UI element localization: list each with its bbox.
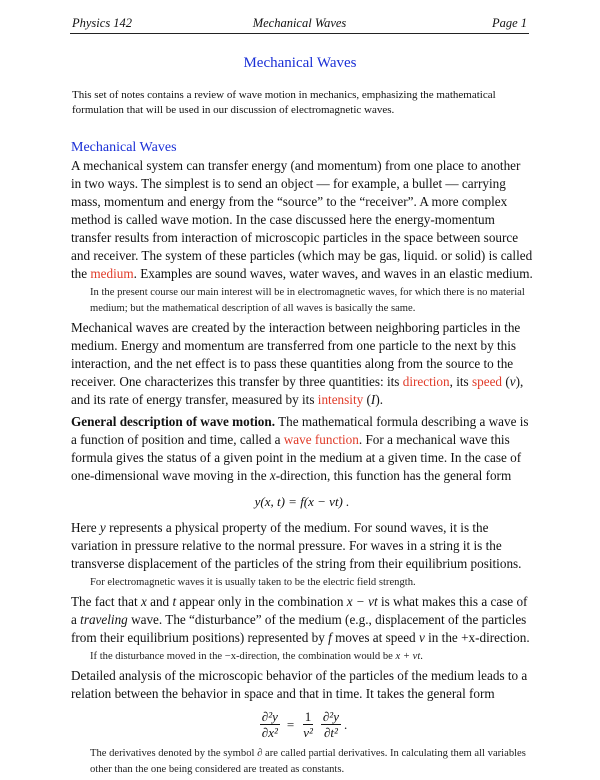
note-electric-field: For electromagnetic waves it is usually taken to be the electric field strength. bbox=[90, 577, 416, 588]
equation-wave-function: y(x, t) = f(x − vt) . bbox=[254, 494, 350, 509]
note-electromagnetic: In the present course our main interest will be in electromagnetic waves, for which there is no material medium; but the mathematical description of all waves is basically the same. bbox=[90, 287, 525, 314]
running-header bbox=[70, 13, 529, 34]
fraction-lhs: $\frac{\text{∂²y}}{\text{∂x²}}$ bbox=[261, 709, 278, 740]
paragraph-general-description: General description of wave motion. The mathematical formula describing a wave is a function of position and time, called a wave function. For a mechanical wave this formula gives the status of a given point in the medium at a given time. In the case of one-dimensional wave moving in the x-direction, this function has the general form bbox=[71, 414, 529, 483]
term-speed: speed bbox=[471, 374, 503, 389]
run-in-heading: General description of wave motion. bbox=[71, 414, 276, 429]
header-topic: Mechanical Waves bbox=[252, 16, 347, 30]
section-heading: Mechanical Waves bbox=[71, 140, 177, 155]
paragraph-transfer: Mechanical waves are created by the interaction between neighboring particles in the medium. Energy and momentum are transferred from one particle to the next by this interaction, and the net effect is to pass these quantities along from the source to the receiver. One characterizes this transfer by three quantities: its direction, its speed (v), and its rate of energy transfer, measured by its intensity (I). bbox=[71, 320, 524, 407]
paragraph-wave-intro: A mechanical system can transfer energy (and momentum) from one place to another in two ways. The simplest is to send an object — for example, a bullet — carrying mass, momentum and energy from the “source” to the “receiver”. A more complex method is called wave motion. In the case discussed here the energy-momentum transfer results from interaction of microscopic particles in the space between source and receiver. The system of these particles (which may be gas, liquid. or solid) is called the medium. Examples are sound waves, water waves, and waves in an elastic medium. bbox=[71, 158, 533, 281]
paragraph-physical-property: Here y represents a physical property of the medium. For sound waves, it is the variation in pressure relative to the normal pressure. For waves in a string it is the transverse displacement of the particles of the string from their equilibrium positions. bbox=[71, 520, 522, 571]
page-title: Mechanical Waves bbox=[243, 55, 357, 71]
term-wave-function: wave function bbox=[283, 432, 359, 447]
term-medium: medium bbox=[90, 266, 134, 281]
term-direction: direction bbox=[402, 374, 450, 389]
note-partial-derivatives: The derivatives denoted by the symbol ∂ are called partial derivatives. In calculating them all variables other than the one being considered are treated as constants. bbox=[90, 748, 526, 775]
header-page-number: Page 1 bbox=[491, 16, 527, 30]
term-intensity: intensity bbox=[317, 392, 364, 407]
paragraph-traveling-wave: The fact that x and t appear only in the combination x − vt is what makes this a case of a traveling wave. The “disturbance” of the medium (e.g., displacement of the particles from their equilibrium positions) represented by f moves at speed v in the +x-direction. bbox=[71, 594, 530, 645]
fraction-coefficient: $\frac{1}{\text{v²}}$ bbox=[303, 709, 313, 740]
header-course: Physics 142 bbox=[72, 16, 133, 30]
note-negative-direction: If the disturbance moved in the −x-direction, the combination would be x + vt. bbox=[90, 651, 423, 662]
paragraph-detailed-analysis: Detailed analysis of the microscopic behavior of the particles of the medium leads to a relation between the behavior in space and that in time. It takes the general form bbox=[71, 668, 528, 701]
equation-wave-equation: $\frac{\text{∂²y}}{\text{∂x²}}$ = $\frac{1}{\text{v²}}$ $\frac{\text{∂²y}}{\text{∂t²}}$ . bbox=[261, 709, 348, 740]
fraction-rhs: $\frac{\text{∂²y}}{\text{∂t²}}$ bbox=[322, 709, 339, 740]
intro-paragraph: This set of notes contains a review of wave motion in mechanics, emphasizing the mathematical formulation that will be used in our discussion of electromagnetic waves. bbox=[72, 89, 496, 116]
body-text bbox=[71, 157, 533, 780]
